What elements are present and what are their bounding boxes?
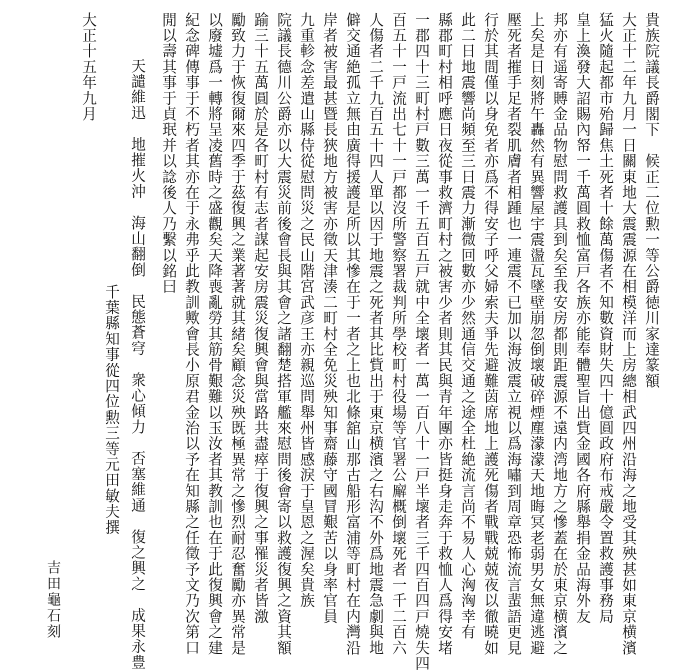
text-column-1: 貴族院議長爵閣下 候正二位勲一等公爵徳川家達篆額 bbox=[643, 12, 660, 389]
text-column-16: 九重軫念差遣山縣侍從慰問災之民山階宮武彦王亦親巡問舉州皆感淚于皇恩之渥矣貴族 bbox=[298, 12, 315, 609]
text-column-4: 皇上渙發大詔賜內帑一千萬圓救恤富戸各族亦能奉體聖旨出貲金國各府縣舉捐金品海外友 bbox=[574, 12, 591, 625]
text-column-2: 大正十二年九月一日關東地大震震源在相模洋而上房總相武四州沿海之地受其殃甚如東京横濱 bbox=[620, 12, 637, 656]
text-column-6: 上矣是日刻將午轟然有異響屋宇震盪瓦墜壁崩忽倒壞破碎煙塵濛濛天地晦冥老弱男女無違逃避 bbox=[528, 12, 545, 656]
text-column-21: 紀念碑傳事于不朽者其亦在于永弗乎此教訓歟會長小原君金治以予在知縣之任徵予文乃次第口 bbox=[183, 12, 200, 656]
text-column-22: 閒以壽其事于貞珉并以諗後人乃繫以銘曰 bbox=[160, 12, 177, 295]
text-column-12: 百五十一戸流出七十一戸都沒所警察署裁判所學校町村役場等官署公廨概倒壞死者一千二百六 bbox=[390, 12, 407, 656]
text-column-5: 邦亦有遥寄賻金品物慰問救護具到矣至我安房都則距震源不遠内湾地方之慘蓋在於東京横濱之 bbox=[551, 12, 568, 656]
inscription-verse: 天譴維迅 地摧火沖 海山翻倒 民態蒼穹 衆心傾力 否塞維通 復之興之 成果永豊 bbox=[129, 58, 146, 671]
text-column-15: 岸者被害最甚暨長狹地方被害亦徵天津湊二町村全免災殃知事齋藤守國冒艱苦以身率官員 bbox=[321, 12, 338, 625]
text-column-20: 以廢墟爲一轉將呈凌舊時之盛觀矣天降喪亂勞其筋骨艱難以玉汝者其教訓也在于此復興會之建 bbox=[206, 12, 223, 656]
text-column-11: 一郡四十三町村戸數三萬一千五百五戸就中全壞者一萬一百八十一戸半壞者三千四百四戸燒失四 bbox=[413, 12, 430, 671]
text-column-7: 壓死者摧手足者裂肌膚者相踵也一連震不已加以海波震立視以爲海嘯到周章恐怖流言蜚語更見 bbox=[505, 12, 522, 656]
text-column-8: 行於其間僅以身免者亦爲不得安子呼父婦索夫爭先避難茵席地上護死傷者戰戰兢兢夜以徹曉如 bbox=[482, 12, 499, 656]
inscription-date: 大正十五年九月 bbox=[80, 12, 97, 122]
text-column-14: 僻交通絶孤立無由廣得援護是所以其慘在于一者之上也北條舘山那古船形富浦等町村在内灣沿 bbox=[344, 12, 361, 656]
author-signature: 千葉縣知事從四位勲三等元田敏夫撰 bbox=[103, 284, 120, 536]
text-column-17: 院議長德川公爵亦以大震災前後會長與其會之諸翻楚搭軍艦來慰問後會寄以救護復興之資其額 bbox=[275, 12, 292, 656]
text-column-18: 踰三十五萬圓於是各町村有志者謀起安房震災復興會與當路共盡瘁于復興之事罹災者皆激 bbox=[252, 12, 269, 625]
carver-signature: 吉田龜石刻 bbox=[45, 560, 61, 640]
text-column-19: 勵致力于恢復爾來四季于茲復興之業著著就其緒矣顧念災殃既極異常之慘烈耐忍奮勵亦異常是 bbox=[229, 12, 246, 656]
text-column-10: 縣郡町村相呼應日夜從事救濟町村之被害少者則其民與青年團亦皆挺身走奔于救恤人爲得安堵 bbox=[436, 12, 453, 656]
text-column-3: 猛火隨起都市殆歸焦土死者十餘萬傷者不知數資財失四十億圓政府布戒嚴令置救護事務局 bbox=[597, 12, 614, 625]
text-column-13: 人傷者二千九百五十四人單以因于地震之死者其比貲出于東京横濱之右沟不外爲地震急劇與地 bbox=[367, 12, 384, 656]
text-column-9: 此二日地震響尚頻至三日震力漸微回數亦少然通信交通之途全杜絶流言尚不易人心洶洶幸有 bbox=[459, 12, 476, 640]
